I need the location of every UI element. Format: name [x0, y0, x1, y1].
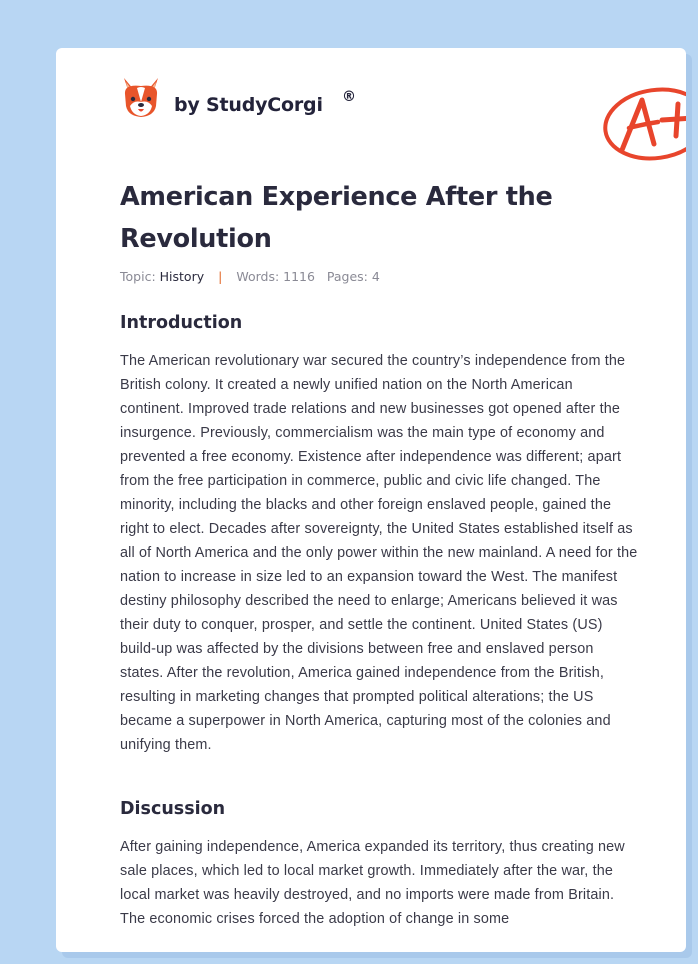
pages-label: Pages:: [326, 269, 368, 284]
section-heading-discussion: Discussion: [120, 799, 226, 819]
topic-label: Topic:: [120, 269, 156, 284]
registered-mark: ®: [342, 89, 356, 105]
section-text-discussion: After gaining independence, America expanded its territory, thus creating new sale places, which led to local market growth. Immediately after the war, the local market was heavily destroyed, and no imports were made from Britain. The economic crises forced the adoption of change in some: [120, 839, 625, 927]
corgi-logo-icon: [120, 76, 162, 120]
header: [120, 74, 640, 144]
pages-value: 4: [371, 269, 380, 284]
grade-a-plus-icon: [602, 84, 686, 166]
words-label: Words:: [236, 269, 280, 284]
grade-text: A+: [602, 84, 604, 85]
topic-link[interactable]: History: [159, 269, 205, 284]
page-title: American Experience After the Revolution: [120, 182, 553, 254]
words-value: 1116: [283, 269, 315, 284]
meta-separator: |: [218, 269, 223, 284]
section-heading-introduction: Introduction: [120, 313, 243, 333]
section-text-introduction: The American revolutionary war secured the country’s independence from the British colony. It created a newly unified nation on the North American continent. Improved trade relations and new businesses got opened after the insurgence. Previously, commercialism was the main type of economy and prevented a free economy. Existence after independence was different; apart from the free participation in commerce, public and civic life changed. The minority, including the blacks and other foreign enslaved people, gained the right to elect. Decades after sovereignty, the United States established itself as all of North America and the only power within the new mainland. A need for the nation to increase in size led to an expansion toward the West. The manifest destiny philosophy described the need to enlarge; Americans believed it was their duty to conquer, prosper, and settle the continent. United States (US) build-up was affected by the divisions between free and enslaved person states. After the revolution, America gained independence from the British, resulting in marketing changes that prompted political alterations; the US became a superpower in North America, capturing most of the colonies and unifying them.: [120, 353, 638, 753]
document-page: [56, 48, 686, 952]
essay-meta: [120, 269, 380, 284]
brand-name[interactable]: by StudyCorgi: [174, 94, 323, 116]
